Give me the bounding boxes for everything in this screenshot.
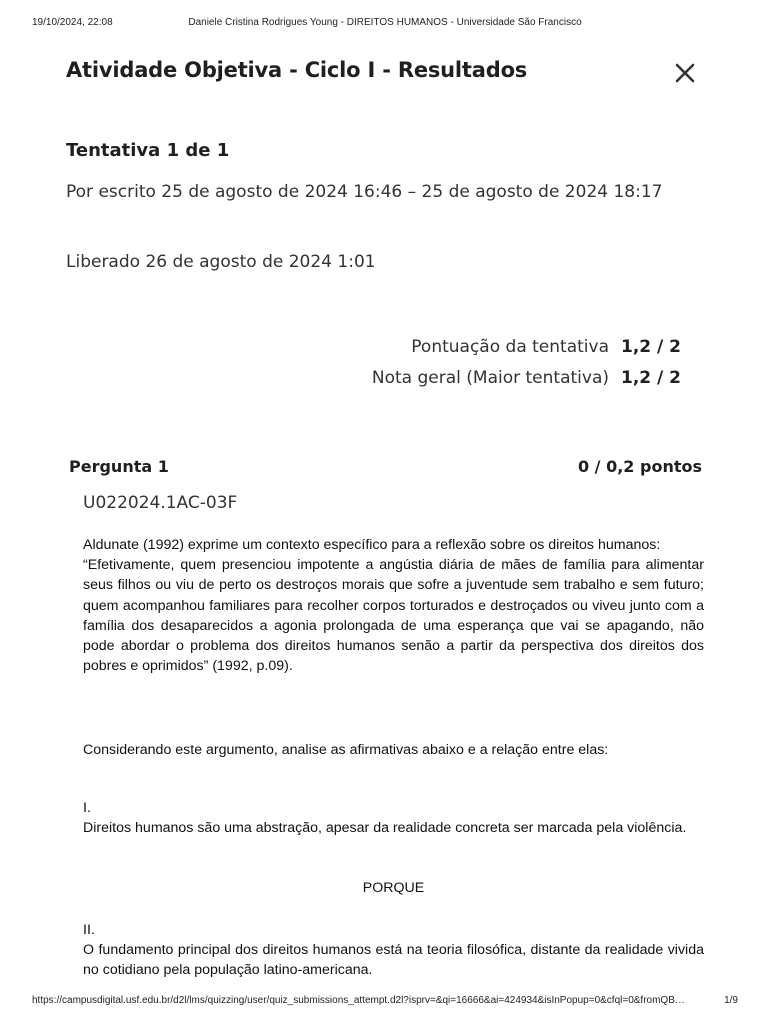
question-title: Pergunta 1 (69, 457, 169, 476)
assertion-1 (83, 798, 704, 838)
attempt-written-date: Por escrito 25 de agosto de 2024 16:46 – 25 de agosto de 2024 18:17 (66, 182, 663, 202)
question-points: 0 / 0,2 pontos (577, 457, 702, 476)
assertion-2 (83, 920, 704, 981)
attempt-score-label: Pontuação da tentativa (411, 337, 609, 357)
attempt-released-date: Liberado 26 de agosto de 2024 1:01 (66, 252, 376, 272)
print-header (32, 17, 738, 31)
assertion-2-text: O fundamento principal dos direitos humanos está na teoria filosófica, distante da realidade vivida no cotidiano pela população latino-americana. (83, 942, 704, 979)
assertion-1-text: Direitos humanos são uma abstração, apesar da realidade concreta ser marcada pela violência. (83, 820, 687, 837)
close-button[interactable] (672, 60, 698, 86)
attempt-score-value: 1,2 / 2 (621, 337, 681, 357)
print-document-title: Daniele Cristina Rodrigues Young - DIREITOS HUMANOS - Universidade São Francisco (188, 17, 582, 28)
overall-grade-row (371, 368, 681, 388)
print-page-number: 1/9 (724, 995, 738, 1006)
overall-grade-value: 1,2 / 2 (621, 368, 681, 388)
overall-grade-label: Nota geral (Maior tentativa) (371, 368, 609, 388)
page-title: Atividade Objetiva - Ciclo I - Resultados (66, 58, 528, 82)
question-quote: “Efetivamente, quem presenciou impotente a angústia diária de mães de família para alimentar seus filhos ou viu de perto os destroços morais que sofre a juventude sem trabalho e sem futuro; quem acompanhou familiares para recolher corpos torturados e destroçados ou viveu junto com a família dos desaparecidos a agonia prolongada de uma esperança que vai se apagando, não pode abordar o problema dos direitos humanos senão a partir da perspectiva dos direitos dos pobres e oprimidos” (1992, p.09). (83, 557, 704, 675)
assertion-1-label: I. (83, 800, 91, 816)
print-url: https://campusdigital.usf.edu.br/d2l/lms/quizzing/user/quiz_submissions_attempt.d2l?isprv=&qi=16666&ai=424934&isInPopup=0&cfql=0&fromQB… (32, 995, 685, 1006)
close-icon (672, 60, 698, 86)
question-context (83, 535, 704, 676)
question-intro: Aldunate (1992) exprime um contexto específico para a reflexão sobre os direitos humanos: (83, 537, 661, 553)
print-date: 19/10/2024, 22:08 (32, 17, 113, 28)
attempt-score-row (411, 337, 681, 357)
assertion-connector: PORQUE (362, 880, 425, 896)
print-footer (32, 995, 738, 1009)
assertion-2-label: II. (83, 922, 95, 938)
question-instruction: Considerando este argumento, analise as afirmativas abaixo e a relação entre elas: (83, 742, 609, 758)
question-code: U022024.1AC-03F (83, 493, 238, 513)
attempt-label: Tentativa 1 de 1 (66, 140, 230, 161)
